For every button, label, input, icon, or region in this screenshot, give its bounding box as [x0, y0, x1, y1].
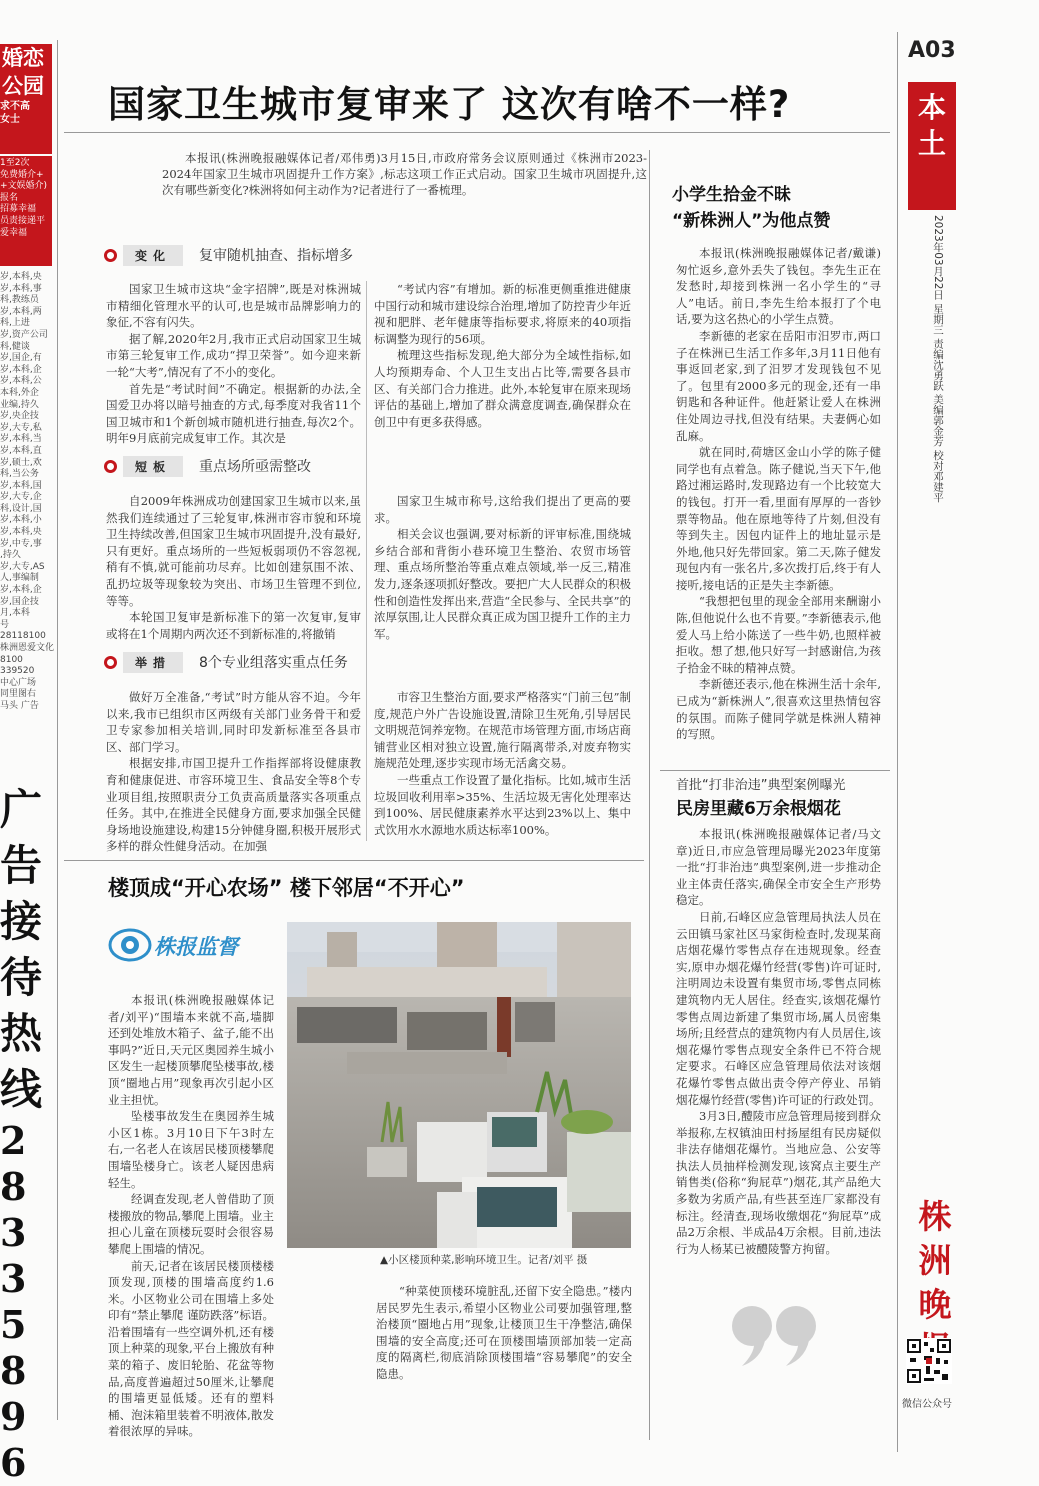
paragraph: “我想把包里的现金全部用来酬谢小陈,但他说什么也不肯要。”李新德表示,他爱人马上给小陈送了一些牛奶,也照样被拒收。想了想,他只好写一封感谢信,为孩子拾金不昧的精神点赞。 [676, 594, 881, 675]
paragraph: 自2009年株洲成功创建国家卫生城市以来,虽然我们连续通过了三轮复审,株洲市容市貌和环境卫生持续改善,但国家卫生城市巩固提升,没有最好,只有更好。重点场所的一些短板弱项仍不容忽视,稍有不慎,就可能前功尽弃。比如创建氛围不浓、乱扔垃圾等现象较为突出、市场卫生管理不到位,等等。 [106, 494, 361, 608]
paragraph: 李新德还表示,他在株洲生活十余年,已成为“新株洲人”,很喜欢这里热情包容的氛围。而陈子健同学就是株洲人精神的写照。 [676, 677, 881, 742]
paragraph: 就在同时,荷塘区金山小学的陈子健同学也有点着急。陈子健说,当天下午,他路过湘运路时,发现路边有一个比较宽大的钱包。打开一看,里面有厚厚的一沓钞票等物品。他在原地等待了片刻,但没有等到失主。因包内证件上的地址显示是外地,他只好先带回家。第二天,陈子健发现包内有一张名片,多次拨打后,终于有人接听,接电话的正是失主李新德。 [676, 445, 881, 592]
ad-list-line: 科,健谈 [0, 341, 30, 352]
ad-sub: 爱幸福 [0, 227, 28, 238]
section-weakness-col1 [106, 493, 361, 642]
right-story1-headline-2: “新株洲人”为他点赞 [672, 211, 831, 231]
tag-label: 变化 [123, 245, 183, 266]
photo-caption: ▲小区楼顶种菜,影响环境卫生。记者/刘平 摄 [380, 1254, 588, 1266]
ad-list-line: 28118100 [0, 631, 46, 642]
main-headline: 国家卫生城市复审来了 这次有啥不一样? [108, 83, 791, 126]
rooftop-headline: 楼顶成“开心农场” 楼下邻居“不开心” [108, 876, 465, 900]
paragraph: 市容卫生整治方面,要求严格落实“门前三包”制度,规范户外广告设施设置,清除卫生死角,引导居民文明规范饲养宠物。在规范市场管理方面,市场店商铺营业区相对独立设置,施行隔离带杀,对废弃物实施规范处理,逐步实现市场无活禽交易。 [374, 690, 631, 771]
column-divider [366, 281, 367, 841]
ad-list-line: 中心广场 [0, 677, 37, 688]
right-story2-kicker: 首批“打非治违”典型案例曝光 [676, 778, 846, 793]
section-badge [908, 82, 956, 210]
section-measures-col2 [374, 689, 631, 838]
paragraph: “考试内容”有增加。新的标准更侧重推进健康中国行动和城市建设综合治理,增加了防控青少年近视和肥胖、老年健康等指标要求,将原来的40项指标调整为现行的56项。 [374, 282, 631, 346]
left-ad-divider [57, 40, 58, 1420]
ad-title-2: 公园 [2, 74, 44, 98]
tag-label: 短板 [123, 456, 183, 477]
ad-list-line: 岁,本科,当 [0, 434, 42, 445]
quote-mark-icon [728, 1300, 828, 1370]
paragraph: 国家卫生城市这块“金字招牌”,既是对株洲城市精细化管理水平的认可,也是城市品牌影响力的象征,不容有闪失。 [106, 282, 361, 330]
ad-list-line: 岁,本科,事 [0, 283, 42, 294]
lead-text: 本报讯(株洲晚报融媒体记者/邓伟勇)3月15日,市政府常务会议原则通过《株洲市2023-2024年国家卫生城市巩固提升工作方案》,标志这项工作正式启动。国家卫生城市巩固提升,这次有哪些新变化?株洲将如何主动作为?记者进行了一番梳理。 [162, 151, 647, 197]
right-story1-header [672, 182, 882, 234]
tag-circle-icon [104, 656, 117, 669]
ad-list-line: 科,当公务 [0, 469, 39, 480]
ad-hotline-char: 热 [0, 1009, 43, 1058]
section-tag-change [104, 243, 353, 267]
right-story2-header [676, 776, 886, 822]
ad-sub: 免费婚介+ [0, 169, 44, 180]
ad-list-line: 科,教练员 [0, 295, 39, 306]
ad-list-line: 号 [0, 619, 10, 630]
logo-text: 株报监督 [154, 935, 238, 959]
paragraph: 梳理这些指标发现,绝大部分为全域性指标,如人均预期寿命、个人卫生支出占比等,需要各县市区、有关部门合力推进。此外,本轮复审在原来现场评估的基础上,增加了群众满意度调查,确保群众在创卫中有更多获得感。 [374, 348, 631, 429]
page-label: A03 [908, 38, 956, 63]
ad-list-line: 岁,本科,公 [0, 376, 42, 387]
ad-hotline-char: 线 [0, 1065, 43, 1114]
ad-list-line: 科,上进 [0, 318, 30, 329]
ad-sub: 报名 [0, 192, 19, 203]
section-label: 本土 [917, 91, 946, 160]
ad-list-line: 岁,本科,小 [0, 515, 42, 526]
right-story-divider [660, 770, 890, 771]
ad-title-block [0, 44, 52, 154]
section-weakness-col2 [374, 493, 631, 642]
ad-list-line: 岁,本科,央 [0, 527, 42, 538]
ad-hotline-char: 告 [0, 841, 43, 890]
rooftop-body-2 [376, 1283, 632, 1383]
qr-code-icon [906, 1338, 952, 1384]
paragraph: 本轮国卫复审是新标准下的第一次复审,复审或将在1个周期内两次还不到新标准的,将撤销 [106, 610, 361, 641]
ad-list-line: 岁,本科,企 [0, 585, 42, 596]
paragraph: 坠楼事故发生在奥园养生城小区1栋。3月10日下午3时左右,一名老人在该居民楼顶楼攀爬围墙坠楼身亡。该老人疑因患病轻生。 [108, 1109, 274, 1190]
ad-list-line: 月,本科 [0, 608, 30, 619]
ad-sub: 女士 [0, 114, 20, 125]
ad-list-line: 339520 [0, 666, 35, 677]
section-change-col2 [374, 281, 631, 430]
right-story1-body [676, 245, 881, 743]
header-meta: 2023年03月22日 星期三 责编沈勇跃 美编郭金芳 校对邓建平 [932, 215, 944, 503]
paragraph: 日前,石峰区应急管理局执法人员在云田镇马家社区马家街检查时,发现某商店烟花爆竹零售点存在违规现象。经查实,原申办烟花爆竹经营(零售)许可证时,注明周边未设置有集贸市场,零售点同栋建筑物内无人居住。经查实,该烟花爆竹零售点周边新建了集贸市场,属人员密集场所;且经营点的建筑物内有人员居住,该烟花爆竹零售点现安全条件已不符合规定要求。石峰区应急管理局依法对该烟花爆竹零售点做出责令停产停业、吊销烟花爆竹经营(零售)许可证的行政处罚。 [676, 909, 881, 1107]
ad-sub: 员责接递平 [0, 215, 46, 226]
ad-list-line: 马头 广告 [0, 700, 39, 711]
ad-list-line: 业编,持久 [0, 399, 39, 410]
section-tag-measures [104, 650, 348, 674]
ad-list-line: 岁,硕士,欢 [0, 457, 42, 468]
ad-sub: 招募幸福 [0, 204, 37, 215]
ad-list-line: 岁,大专,企 [0, 492, 42, 503]
paragraph: 李新德的老家在岳阳市汨罗市,两口子在株洲已生活工作多年,3月11日他有事返回老家,到了汨罗才发现钱包不见了。包里有2000多元的现金,还有一串钥匙和各种证件。他赶紧让爱人在株洲住处周边寻找,但没有结果。夫妻俩心如乱麻。 [676, 328, 881, 443]
tag-circle-icon [104, 249, 117, 262]
paragraph: 本报讯(株洲晚报融媒体记者/马文章)近日,市应急管理局曝光2023年度第一批“打非治违”典型案例,进一步推动企业主体责任落实,确保全市安全生产形势稳定。 [676, 827, 881, 908]
paragraph: 经调查发现,老人曾借助了顶楼搬放的物品,攀爬上围墙。业主担心儿童在顶楼玩耍时会很容易攀爬上围墙的情况。 [108, 1192, 274, 1256]
paragraph: 3月3日,醴陵市应急管理局接到群众举报称,左权镇油田村扬屋组有民房疑似非法存储烟花爆竹。当地应急、公安等执法人员抽样检测发现,该窝点主要生产销售类(俗称“狗屁草”)烟花,其产品绝大多数为劣质产品,有些甚至连厂家都没有标注。经清查,现场收缴烟花“狗屁草”成品2万余根、半成品4万余根。目前,违法行为人杨某已被醴陵警方拘留。 [676, 1109, 881, 1256]
paragraph: “种菜使顶楼环境脏乱,还留下安全隐患。”楼内居民罗先生表示,希望小区物业公司要加强管理,整治楼顶“圈地占用”现象,让楼顶卫生干净整洁,确保围墙的安全高度;还可在顶楼围墙顶部加装一定高度的隔离栏,彻底消除顶楼围墙“容易攀爬”的安全隐患。 [376, 1284, 632, 1381]
paragraph: 做好万全准备,“考试”时方能从容不迫。今年以来,我市已组织市区两级有关部门业务骨干和爱卫专家参加相关培训,同时印发新标准至各县市区、部门学习。 [106, 690, 361, 754]
ad-list-line: 岁,本科,国 [0, 480, 42, 491]
tag-circle-icon [104, 460, 117, 473]
paragraph: 首先是“考试时间”不确定。根据新的办法,全国爱卫办将以暗号抽查的方式,每季度对我省11个国卫城市和1个新创城市随机进行抽查,每次2个。明年9月底前完成复审工作。其次是 [106, 381, 361, 446]
ad-list-line: 岁,央企技 [0, 411, 39, 422]
ad-list-line: 岁,本科,直 [0, 445, 42, 456]
story-divider [64, 860, 644, 861]
ad-hotline-number: 28335896 [0, 1118, 27, 1485]
paragraph: 前天,记者在该居民楼顶楼楼顶发现,顶楼的围墙高度约1.6米。小区物业公司在围墙上多处印有“禁止攀爬 谨防跌落”标语。沿着围墙有一些空调外机,还有楼顶上种菜的现象,平台上搬放有种菜的箱子、废旧轮胎、花盆等物品,高度普遍超过50厘米,让攀爬的围墙更显低矮。还有的塑料桶、泡沫箱里装着不明液体,散发着很浓厚的异味。 [108, 1258, 274, 1439]
right-story2-headline: 民房里藏6万余根烟花 [676, 799, 841, 819]
ad-list-line: 岁,本科,两 [0, 306, 42, 317]
rooftop-body [108, 992, 274, 1440]
ad-list-line: 8100 [0, 654, 23, 665]
ad-list-line: 岁,国企技 [0, 596, 39, 607]
ad-list-line: 人,事编制 [0, 573, 39, 584]
paragraph: 根据安排,市国卫提升工作指挥部将设健康教育和健康促进、市容环境卫生、食品安全等8个专业项目组,按照职责分工负责高质量落实各项重点任务。其中,在推进全民健身方面,要求加强全民健身场地设施建设,构建15分钟健身圈,积极开展形式多样的群众性健身活动。在加强 [106, 756, 361, 854]
ad-sub: 求不高 [0, 101, 30, 112]
rooftop-photo [287, 922, 631, 1248]
section-tag-weakness [104, 454, 311, 478]
right-rail-divider [897, 32, 898, 1452]
ad-list-line: 岁,大专,AS [0, 561, 45, 572]
ad-hotline-char: 待 [0, 953, 43, 1002]
ad-hotline [0, 782, 52, 1486]
camera-logo-icon [108, 927, 152, 963]
ad-list [0, 272, 55, 713]
right-story2-body [676, 826, 881, 1257]
brand-logo: 株洲晚 [918, 1197, 952, 1324]
ad-hotline-char: 接 [0, 897, 43, 946]
ad-list-line: 株洲恩爱文化 [0, 643, 55, 653]
ad-sub-block [0, 156, 52, 266]
lead-paragraph [162, 150, 647, 198]
ad-list-line: 科,设计,国 [0, 503, 42, 514]
left-ad-strip [0, 42, 55, 1485]
ad-list-line: 岁,本科,央 [0, 272, 42, 282]
ad-sub: 1至2次 [0, 158, 30, 168]
paragraph: 据了解,2020年2月,我市正式启动国家卫生城市第三轮复审工作,成功“捍卫荣誉”。如今迎来新一轮“大考”,情况有了不小的变化。 [106, 331, 361, 379]
section-change-col1 [106, 281, 361, 447]
tag-subtitle: 复审随机抽查、指标增多 [199, 248, 354, 264]
supervision-logo [108, 925, 278, 965]
ad-title-1: 婚恋 [2, 46, 44, 70]
paragraph: 国家卫生城市称号,这给我们提出了更高的要求。 [374, 494, 631, 525]
ad-list-line: 岁,大专,私 [0, 422, 42, 433]
right-story1-headline-1: 小学生拾金不昧 [672, 185, 791, 205]
ad-list-line: 同里图右 [0, 689, 37, 700]
tag-label: 举措 [123, 652, 183, 673]
qr-caption: 微信公众号 [902, 1399, 952, 1410]
paragraph: 本报讯(株洲晚报融媒体记者/刘平)“围墙本来就不高,墙脚还到处堆放木箱子、盆子,能不出事吗?”近日,天元区奥园养生城小区发生一起楼顶攀爬坠楼事故,楼顶“圈地占用”现象再次引起小区业主担忧。 [108, 993, 274, 1107]
paragraph: 本报讯(株洲晚报融媒体记者/戴谦)匆忙返乡,意外丢失了钱包。李先生正在发愁时,却接到株洲一名小学生的“寻人”电话。前日,李先生给本报打了个电话,要为这名热心的小学生点赞。 [676, 246, 881, 327]
right-column-divider [649, 150, 650, 1440]
ad-hotline-char: 广 [0, 785, 43, 834]
headline-rule [64, 132, 890, 133]
ad-list-line: 岁,国企,有 [0, 353, 42, 364]
ad-list-line: 岁,中专,事 [0, 538, 42, 549]
ad-list-line: 岁,资产公司 [0, 329, 48, 340]
ad-sub: +文娱婚介) [0, 181, 48, 192]
tag-subtitle: 8个专业组落实重点任务 [199, 655, 348, 671]
section-measures-col1 [106, 689, 361, 855]
paragraph: 一些重点工作设置了量化指标。比如,城市生活垃圾回收利用率>35%、生活垃圾无害化处理率达到100%、居民健康素养水平达到23%以上、集中式饮用水水源地水质达标率100%。 [374, 772, 631, 837]
paragraph: 相关会议也强调,要对标新的评审标准,围绕城乡结合部和背街小巷环境卫生整治、农贸市场管理、重点场所整治等重点难点领域,举一反三,精准发力,逐条逐项抓好整改。要把广大人民群众的积极性和创造性发挥出来,营造“全民参与、全民共享”的浓厚氛围,让人民群众真正成为国卫提升工作的主力军。 [374, 527, 631, 641]
ad-list-line: 本科,外企 [0, 387, 39, 398]
ad-list-line: 岁,本科,企 [0, 364, 42, 375]
ad-list-line: ,持久 [0, 550, 21, 561]
tag-subtitle: 重点场所亟需整改 [199, 459, 312, 475]
